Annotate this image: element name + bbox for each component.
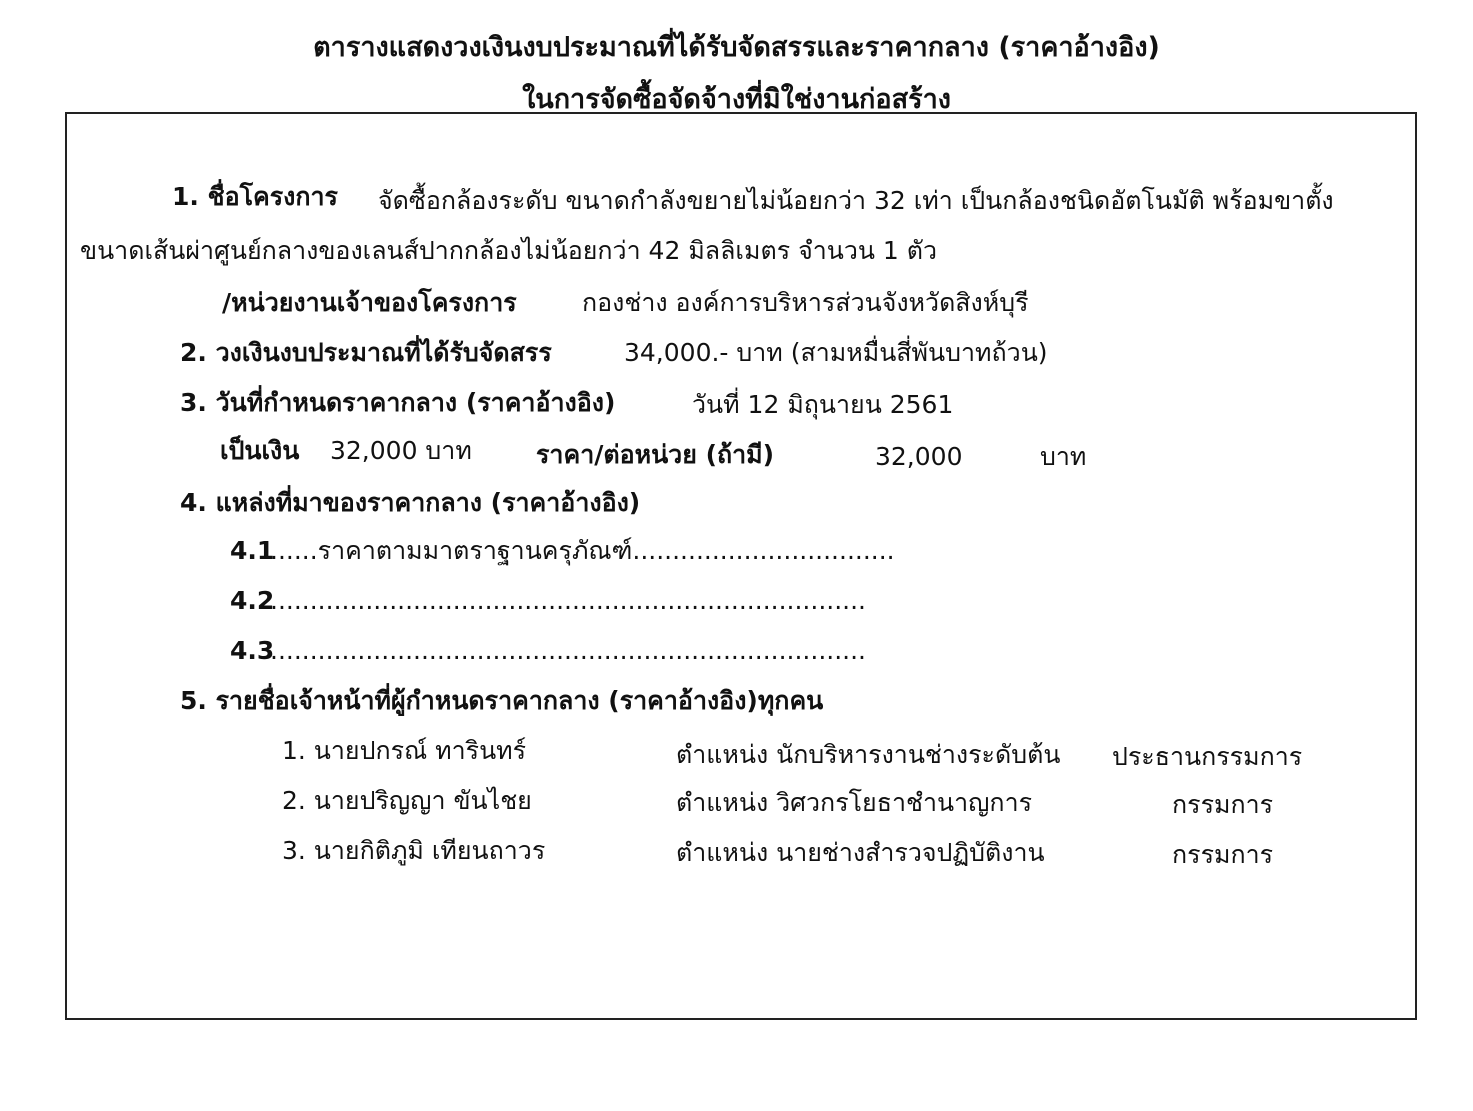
- document-title-line-1: ตารางแสดงวงเงินงบประมาณที่ได้รับจัดสรรและราคากลาง (ราคาอ้างอิง): [313, 32, 1160, 63]
- budget-value: 34,000.- บาท (สามหมื่นสี่พันบาทถ้วน): [624, 338, 1048, 367]
- project-name-line-1: จัดซื้อกล้องระดับ ขนาดกำลังขยายไม่น้อยกว่า 32 เท่า เป็นกล้องชนิดอัตโนมัติ พร้อมขาตั้ง: [378, 186, 1334, 215]
- officer-name: 2. นายปริญญา ขันไชย: [282, 786, 532, 815]
- reference-date-value: วันที่ 12 มิถุนายน 2561: [692, 390, 954, 419]
- officer-role: กรรมการ: [1172, 790, 1274, 819]
- price-source-label: 4. แหล่งที่มาของราคากลาง (ราคาอ้างอิง): [180, 488, 641, 517]
- source-number: 4.1: [230, 536, 275, 565]
- source-text: ......ราคาตามมาตราฐานครุภัณฑ์.................................: [270, 536, 895, 565]
- project-name-line-2: ขนาดเส้นผ่าศูนย์กลางของเลนส์ปากกล้องไม่น้อยกว่า 42 มิลลิเมตร จำนวน 1 ตัว: [80, 236, 938, 265]
- project-name-label: 1. ชื่อโครงการ: [172, 182, 338, 211]
- project-owner-value: กองช่าง องค์การบริหารส่วนจังหวัดสิงห์บุรี: [582, 288, 1029, 317]
- unit-price-label: ราคา/ต่อหน่วย (ถ้ามี): [536, 440, 775, 469]
- officer-position: ตำแหน่ง นายช่างสำรวจปฏิบัติงาน: [676, 838, 1045, 867]
- amount-value: 32,000 บาท: [330, 436, 472, 465]
- officer-name: 1. นายปกรณ์ ทารินทร์: [282, 736, 527, 765]
- source-number: 4.2: [230, 586, 275, 615]
- source-text: ...........................................................................: [270, 586, 867, 615]
- officer-position: ตำแหน่ง นักบริหารงานช่างระดับต้น: [676, 740, 1061, 769]
- unit-price-value: 32,000: [875, 442, 963, 471]
- budget-label: 2. วงเงินงบประมาณที่ได้รับจัดสรร: [180, 338, 552, 367]
- source-text: ...........................................................................: [270, 636, 867, 665]
- source-number: 4.3: [230, 636, 275, 665]
- amount-label: เป็นเงิน: [220, 436, 300, 465]
- officer-role: กรรมการ: [1172, 840, 1274, 869]
- project-owner-label: /หน่วยงานเจ้าของโครงการ: [222, 288, 517, 317]
- reference-date-label: 3. วันที่กำหนดราคากลาง (ราคาอ้างอิง): [180, 388, 616, 417]
- unit-price-currency: บาท: [1040, 442, 1087, 471]
- officer-name: 3. นายกิติภูมิ เทียนถาวร: [282, 836, 546, 865]
- officer-position: ตำแหน่ง วิศวกรโยธาชำนาญการ: [676, 788, 1033, 817]
- officers-label: 5. รายชื่อเจ้าหน้าที่ผู้กำหนดราคากลาง (ราคาอ้างอิง)ทุกคน: [180, 686, 824, 715]
- document-title-line-2: ในการจัดซื้อจัดจ้างที่มิใช่งานก่อสร้าง: [522, 84, 951, 115]
- officer-role: ประธานกรรมการ: [1112, 742, 1303, 771]
